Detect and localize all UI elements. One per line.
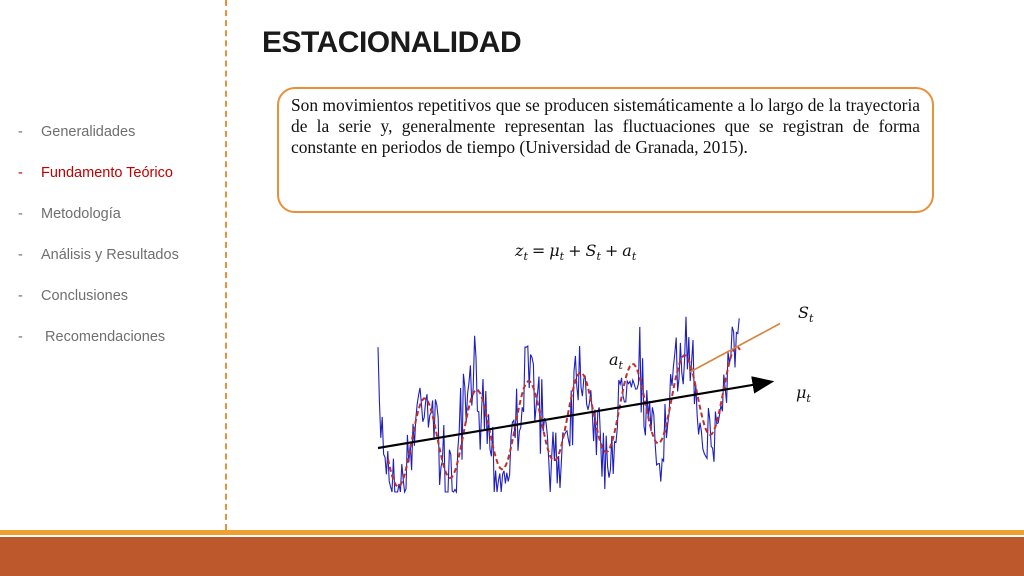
formula-equals: =: [531, 241, 546, 260]
formula-S: S: [585, 241, 597, 260]
nav-item-generalidades[interactable]: [18, 122, 179, 163]
nav-dash: -: [18, 206, 23, 222]
decomposition-formula: [515, 241, 636, 263]
formula-z: z: [515, 241, 524, 260]
nav-item-analisis-resultados[interactable]: [18, 245, 179, 286]
formula-sub: t: [596, 250, 601, 264]
nav-item-label: Generalidades: [41, 124, 136, 140]
label-noise-sub: t: [618, 359, 623, 373]
nav-dash: -: [18, 165, 23, 181]
nav-item-metodologia[interactable]: [18, 204, 179, 245]
formula-plus: +: [604, 241, 619, 260]
nav-item-label: Recomendaciones: [41, 329, 166, 345]
nav-dash: -: [18, 329, 23, 345]
nav-item-conclusiones[interactable]: [18, 286, 179, 327]
formula-sub: t: [631, 250, 637, 264]
sidebar-nav: [18, 122, 179, 368]
label-seasonal: [798, 303, 813, 325]
page-title: ESTACIONALIDAD: [262, 26, 522, 59]
nav-dash: -: [18, 247, 23, 263]
label-noise-sym: a: [609, 350, 619, 369]
nav-dash: -: [18, 124, 23, 140]
nav-item-fundamento-teorico[interactable]: [18, 163, 179, 204]
time-series-diagram: [360, 280, 780, 495]
definition-box: Son movimientos repetitivos que se producen sistemáticamente a lo largo de la trayectoria de la serie y, generalmente representan las fluctuaciones que se registran de forma constante en periodos de tiempo (Universidad de Granada, 2015).: [277, 87, 934, 213]
formula-sub: t: [523, 250, 528, 264]
footer-accent-bar: [0, 530, 1024, 535]
label-trend: [796, 383, 811, 405]
footer-bar: [0, 537, 1024, 576]
label-trend-sym: μ: [796, 383, 807, 402]
label-seasonal-sub: t: [808, 312, 814, 326]
label-trend-sub: t: [806, 392, 811, 406]
label-noise: [609, 350, 623, 372]
observed-series-line: [378, 317, 739, 492]
nav-dash: -: [18, 288, 23, 304]
nav-item-label: Fundamento Teórico: [41, 165, 173, 181]
label-seasonal-sym: S: [798, 303, 809, 322]
formula-a: a: [622, 241, 632, 260]
nav-item-recomendaciones[interactable]: [18, 327, 179, 368]
dashed-divider: [225, 0, 227, 530]
formula-plus: +: [568, 241, 582, 260]
nav-item-label: Metodología: [41, 206, 121, 222]
formula-sub: t: [559, 250, 565, 264]
formula-mu: μ: [549, 241, 560, 260]
nav-item-label: Conclusiones: [41, 288, 129, 304]
nav-item-label: Análisis y Resultados: [41, 247, 179, 263]
